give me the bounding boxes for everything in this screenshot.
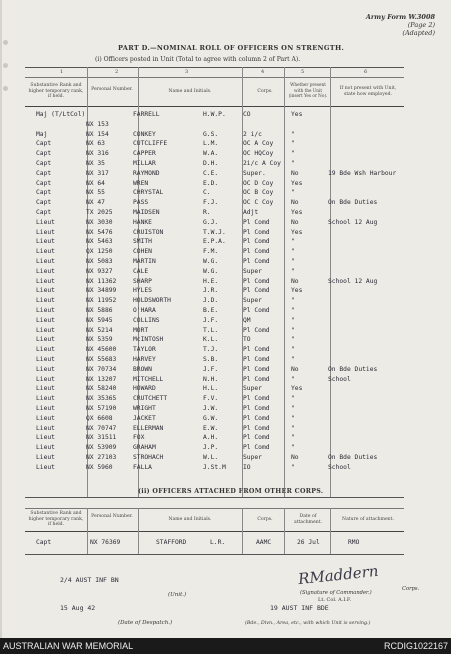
row-rank: Lieut [36,365,55,373]
row-rank: Lieut [36,316,55,324]
row-rank: Lieut [36,258,55,265]
row-initials: W.A. [203,150,219,158]
section-i-subheading: (i) Officers posted in Unit (Total to agree with column 2 of Part A). [95,56,301,63]
row-corps: Pl Comd [243,228,270,236]
row-present: " [291,160,295,167]
row-present: " [291,297,295,305]
row-number: NX 5359 [86,336,113,344]
row-number: NX 53909 [86,444,117,452]
header-corps: Corps. [257,89,273,94]
row-number: NX 70734 [86,365,117,373]
row-rank: Capt [36,140,52,148]
row-initials: T.J. [203,346,219,354]
row-number: NX 34899 [86,287,117,295]
row-corps: Pl Comd [243,375,270,383]
row-corps: Pl Comd [243,444,270,452]
signature-label: (Signature of Commander.) [300,590,372,596]
colnum-3: 3 [185,69,189,75]
col-divider [330,508,331,554]
row-present: " [291,326,295,334]
row-corps: CO [243,111,251,118]
row-present: " [291,434,295,442]
row-initials: E.D. [203,179,219,187]
s2-header-corps: Corps. [257,517,273,522]
row-present: " [291,150,295,158]
row-corps: OC A Coy [243,140,274,148]
row-number: NX 154 [86,130,109,138]
row-name: MAIDSEN [133,209,160,216]
row-initials: F.J. [203,199,219,207]
row-rank: Lieut [36,297,55,305]
row-rank: Maj (T/LtCol) [36,111,86,118]
row-corps: OC D Coy [243,179,274,187]
unit-value: 2/4 AUST INF BN [60,576,119,584]
row-name: HYLES [133,287,152,295]
row-employment: School 12 Aug [328,277,378,285]
row-rank: Lieut [36,218,55,226]
row-initials: J.P. [203,444,219,452]
s2-header-number: Personal Number. [91,514,133,519]
row-number: NX 9327 [86,267,113,275]
row-present: " [291,405,295,412]
row-name: HOWARD [133,385,156,393]
row-present: " [291,395,295,403]
row-present: No [291,277,299,285]
row-name: CHRYSTAL [133,189,164,197]
row-initials: J.D. [203,297,219,305]
table-header [25,77,404,107]
row-rank: Lieut [36,277,55,285]
bde-label: (Bde., Divn., Area, etc., with which Unit is serving.) [245,621,371,626]
row-name: COHEN [133,248,152,256]
unit-label: (Unit.) [168,592,187,598]
row-number: NX 70747 [86,424,117,432]
row-name: MORT [133,326,149,334]
row-corps: Pl Comd [243,346,270,354]
row-number: TX 2025 [86,209,113,216]
row-initials: R. [203,209,211,216]
row-name: COLLINS [133,316,160,324]
row-present: Yes [291,287,303,295]
row-name: ELLERMAN [133,424,164,432]
s2-header-rank: Substantive Rank and higher temporary rank, if held. [28,511,84,527]
row-present: No [291,169,299,177]
row-name: O'HARA [133,307,156,314]
part-d-heading: PART D.—NOMINAL ROLL OF OFFICERS ON STRENGTH. [118,44,345,52]
row-number: QX 6608 [86,414,113,422]
row-present: " [291,189,295,197]
row-corps: Pl Comd [243,395,270,403]
row-present: Yes [291,385,303,393]
row-name: RAYMOND [133,169,160,177]
row-rank: Lieut [36,454,55,461]
row-rank: Lieut [36,228,55,236]
row-corps: Super [243,297,262,305]
row-rank: Lieut [36,326,55,334]
row-number: NX 55683 [86,356,117,363]
row-name: MITCHELL [133,375,164,383]
row-present: Yes [291,209,303,216]
row-name: CAPPER [133,150,156,158]
row-present: " [291,346,295,354]
row-name: PASS [133,199,149,207]
row-name: CONKEY [133,130,156,138]
row-number: NX 64 [86,179,105,187]
form-adapted: (Adapted) [402,29,435,37]
colnum-5: 5 [301,69,305,75]
row-number: NX 47 [86,199,105,207]
row-rank: Lieut [36,414,55,422]
header-rank: Substantive Rank and higher temporary rank, if held. [28,83,84,99]
row-initials: T.W.J. [203,228,226,236]
archive-footer [0,638,451,654]
row-present: No [291,218,299,226]
row-number: NX 35365 [86,395,117,403]
row-number: NX 5476 [86,228,113,236]
row-corps: Pl Comd [243,258,270,265]
row-name: JACKET [133,414,156,422]
row-corps: 2 i/c [243,130,262,138]
row-name: MARTIN [133,258,156,265]
section-ii-bottom-border [25,554,404,555]
row-corps: Pl Comd [243,238,270,246]
row-present: No [291,454,299,461]
row-name: McINTOSH [133,336,164,344]
row-present: " [291,414,295,422]
row-name: WRIGHT [133,405,156,412]
row-present: " [291,444,295,452]
row-corps: Pl Comd [243,218,270,226]
row-number: NX 58240 [86,385,117,393]
row-initials: J.F. [203,316,219,324]
row-corps: Pl Comd [243,434,270,442]
row-initials: F.M. [203,248,219,256]
row-corps: Pl Comd [243,307,270,314]
row-initials: S.B. [203,356,219,363]
row-corps: IO [243,463,251,471]
row-number: NX 57190 [86,405,117,412]
row-number: NX 5214 [86,326,113,334]
row-employment: On Bde Duties [328,199,378,207]
bde-value: 19 AUST INF BDE [270,604,329,612]
row-rank: Capt [36,150,52,158]
row-present: " [291,140,295,148]
row-name: FOX [133,434,145,442]
form-page: (Page 2) [407,21,435,29]
row-employment: On Bde Duties [328,454,378,461]
row-rank: Capt [36,179,52,187]
row-initials: H.L. [203,385,219,393]
row-initials: W.G. [203,258,219,265]
row-corps: Super [243,454,262,461]
row-present: No [291,365,299,373]
row-rank: Lieut [36,463,55,471]
row-number: NX 45600 [86,346,117,354]
row-corps: Super [243,385,262,393]
row-rank: Lieut [36,444,55,452]
row-corps: Adjt [243,209,259,216]
row-rank: Lieut [36,267,55,275]
s2-corps: AAMC [256,539,272,546]
row-corps: TO [243,336,251,344]
row-rank: Lieut [36,375,55,383]
row-initials: C.E. [203,169,219,177]
colnum-1: 1 [60,69,64,75]
row-initials: G.S. [203,130,219,138]
row-employment: School [328,463,351,471]
row-rank: Lieut [36,287,55,295]
row-rank: Lieut [36,405,55,412]
colnum-4: 4 [261,69,265,75]
row-corps: OC HQCoy [243,150,274,158]
row-name: MILLAR [133,160,156,167]
row-initials: K.L. [203,336,219,344]
row-corps: Pl Comd [243,414,270,422]
row-number: NX 13207 [86,375,117,383]
row-name: HOLDSWORTH [133,297,171,305]
despatch-date-label: (Date of Despatch.) [118,620,173,626]
row-present: " [291,307,295,314]
row-corps: Pl Comd [243,277,270,285]
row-rank: Capt [36,209,52,216]
row-rank: Capt [36,169,52,177]
section-ii-header [25,508,404,532]
row-number: NX 11362 [86,277,117,285]
col-divider [87,508,88,554]
row-name: FARRELL [133,111,160,118]
row-initials: D.H. [203,160,219,167]
corps-label: Corps. [402,586,420,592]
header-name: Name and Initials. [168,89,212,94]
header-employment: If not present with Unit, state how employed. [339,86,397,97]
punch-holes [3,40,9,109]
row-name: TAYLOR [133,346,156,354]
row-rank: Lieut [36,395,55,403]
row-rank: Lieut [36,434,55,442]
row-rank: Lieut [36,307,55,314]
col-divider [138,508,139,554]
s2-number: NX 76369 [90,539,121,546]
row-number: NX 27103 [86,454,117,461]
colnum-6: 6 [364,69,368,75]
row-name: STROHACH [133,454,164,461]
row-rank: Lieut [36,346,55,354]
row-initials: J.F. [203,365,219,373]
form-reference [366,13,435,37]
signature-rank: Lt. Col. A.I.F. [318,597,352,603]
row-initials: J.St.M [203,463,226,471]
row-employment: 19 Bde Wsh Harbour [328,169,397,177]
s2-header-name: Name and Initials. [168,517,212,522]
row-initials: E.W. [203,424,219,432]
row-corps: QM [243,316,251,324]
row-rank: Lieut [36,336,55,344]
row-present: Yes [291,228,303,236]
row-initials: N.H. [203,375,219,383]
row-number: NX 55 [86,189,105,197]
row-name: CRUISTON [133,228,164,236]
row-present: " [291,248,295,256]
row-present: Yes [291,179,303,187]
s2-date: 26 Jul [297,539,320,546]
row-rank: Lieut [36,356,55,363]
form-title: Army Form W.3008 [365,13,435,21]
row-number: NX 5886 [86,307,113,314]
s2-header-nature: Nature of attachment. [342,517,394,522]
row-initials: J.R. [203,287,219,295]
row-corps: Pl Comd [243,356,270,363]
row-number: NX 11952 [86,297,117,305]
row-present: " [291,258,295,265]
row-name: FALLA [133,463,152,471]
row-present: Yes [291,111,303,118]
row-present: " [291,238,295,246]
row-corps: Pl Comd [243,287,270,295]
section-i-bottom-border [25,497,404,498]
s2-initials: L.R. [210,539,226,546]
row-corps: OC C Coy [243,199,274,207]
row-number: NX 31511 [86,434,117,442]
row-initials: A.H. [203,434,219,442]
row-present: " [291,375,295,383]
row-initials: B.E. [203,307,219,314]
row-rank: Lieut [36,424,55,432]
colnum-2: 2 [115,69,119,75]
header-present: Whether present with the Unit (insert Yes or No). [288,82,328,98]
row-initials: L.M. [203,140,219,148]
row-rank: Lieut [36,248,55,256]
archive-id: RCDIG1022167 [383,641,448,651]
row-corps: Pl Comd [243,326,270,334]
row-number: NX 5960 [86,463,113,471]
row-initials: F.V. [203,395,219,403]
row-rank: Lieut [36,238,55,246]
row-present: " [291,424,295,432]
row-corps: Pl Comd [243,405,270,412]
row-number: NX 5083 [86,258,113,265]
row-rank: Lieut [36,385,55,393]
row-present: No [291,199,299,207]
row-initials: T.L. [203,326,219,334]
row-employment: On Bde Duties [328,365,378,373]
row-name: HARVEY [133,356,156,363]
row-corps: Pl Comd [243,248,270,256]
col-divider [284,508,285,554]
s2-nature: RMO [348,539,360,546]
row-initials: J.W. [203,405,219,412]
section-ii-heading: (ii) OFFICERS ATTACHED FROM OTHER CORPS. [138,488,324,495]
row-number: NX 5463 [86,238,113,246]
s2-name: STAFFORD [156,539,187,546]
header-number: Personal Number. [91,87,133,92]
row-present: " [291,316,295,324]
archive-name: AUSTRALIAN WAR MEMORIAL [3,641,134,651]
row-number: QX 1250 [86,248,113,256]
row-initials: H.E. [203,277,219,285]
row-present: " [291,463,295,471]
row-corps: Pl Comd [243,365,270,373]
row-corps: Pl Comd [243,424,270,432]
row-rank: Maj [36,130,48,138]
row-name: HANKE [133,218,152,226]
row-number: NX 317 [86,169,109,177]
row-rank: Capt [36,160,52,167]
row-present: " [291,267,295,275]
row-number: NX 63 [86,140,105,148]
row-initials: C. [203,189,211,197]
row-name: SHARP [133,277,152,285]
row-employment: School 12 Aug [328,218,378,226]
row-present: " [291,130,295,138]
row-number: NX 316 [86,150,109,158]
row-present: " [291,356,295,363]
row-name: CUTCLIFFE [133,140,168,148]
row-corps: OC B Coy [243,189,274,197]
row-name: BROWN [133,365,152,373]
row-number: NX 153 [86,120,109,128]
row-corps: Super [243,267,262,275]
row-name: GRAHAM [133,444,156,452]
row-initials: E.P.A. [203,238,226,246]
row-corps: Super. [243,169,266,177]
row-number: NX 5945 [86,316,113,324]
row-name: CRUTCHETT [133,395,168,403]
row-initials: H.W.P. [203,111,226,118]
row-initials: G.W. [203,414,219,422]
col-divider [242,508,243,554]
row-rank: Capt [36,199,52,207]
row-name: SMITH [133,238,152,246]
row-initials: G.J. [203,218,219,226]
row-employment: School [328,375,351,383]
s2-rank: Capt [36,539,52,546]
row-name: WREN [133,179,149,187]
row-number: NX 3030 [86,218,113,226]
row-corps: 2i/c A Coy [243,160,281,167]
commander-signature: RMaddern [297,561,380,589]
col-divider [284,67,285,497]
despatch-date-value: 15 Aug 42 [60,604,96,612]
row-initials: W.L. [203,454,219,461]
row-number: NX 35 [86,160,105,167]
row-initials: W.G. [203,267,219,275]
row-present: " [291,336,295,344]
row-rank: Capt [36,189,52,197]
row-name: CALE [133,267,149,275]
s2-header-date: Date of attachment. [293,514,323,525]
